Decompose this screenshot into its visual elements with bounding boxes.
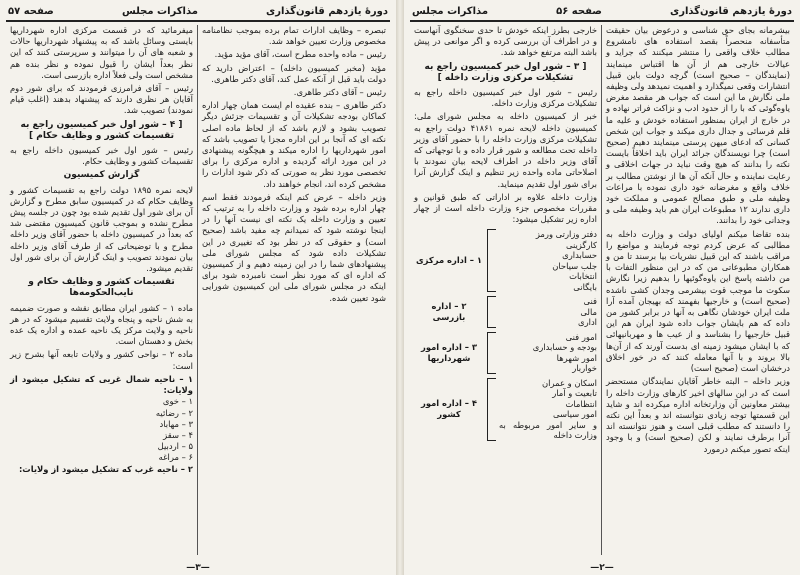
paragraph: خبر از کمیسیون داخله به مجلس شورای ملی: کمیسیون داخله لایحه نمره ۴۱۸۶۱ دولت راجع به تشکیلات مرکزی وزارت داخله را با حضور آقای وزیر داخله تحت مطالعه و شور قرار داده و با توجهاتی که آقای وزیر داخله در اطراف لایحه بیان نمودند با اصلاحاتی ماده واحده زیر تنظیم و اینک گزارش آنرا برای شور اول تقدیم مینماید. [414,111,597,189]
section-heading: [ ۴ – شور اول خبر کمیسیون راجع به تقسیمات کشور و وظایف حکام ] [20,119,183,141]
paragraph: خارجی بطرز اینکه خودش تا حدی سخنگوی آنهاست و در اطراف آن بررسی کرده و اگر موانعی در پیش باشد البته مرتفع خواهد شد. [414,25,597,58]
paragraph: وزارت داخله علاوه بر اداراتی که طبق قوانین و مقررات مخصوص جزء وزارت داخله است از چهار اداره زیر تشکیل میشود: [414,191,597,225]
subheading: تقسیمات کشور و وظایف حکام و نایب‌الحکومه‌ها [28,277,175,299]
brace [487,378,496,441]
org-item: مالی [580,306,597,317]
org-item: کارگزینی [565,239,597,250]
org-item: اداری [578,317,597,328]
paragraph: بنده تقاضا میکنم اولیای دولت و وزارت داخله به مطالبی که عرض کردم توجه فرمایند و مواضع را مراقب باشند که این قبیل نشریات بیا برسند تا من و همکاران مطبوعاتی من که در این منظور التفات با من داشته پاسخ این یاوه‌گوئیها را بدهیم زیرا نگارش سکوت ما موجب قوت بیشرمی وجدان کشی ناشده (صحیح است) و خارجیها بفهمند که بهیجان آمده آرا ملت ایران خودشان نگاهی به آنها در برابر کشور من داده که هم بایشان جواب داده شود ایران هم این قبیل خارجیها را بشناسد و از عیب ها و مهربانیهائی که با ایشان میشود زمینه ای بدست آورند که از آن‌ها بالا بروند و با آنها معامله کنند که در خور اخلاق درخشان است (صحیح است) [606,228,790,374]
org-item: بایگانی [573,281,597,292]
org-group [414,296,597,328]
page-header [410,4,794,22]
org-item: انتخابات [569,271,597,282]
paragraph: وزیر داخله – عرض کنم اینکه فرمودند فقط اسم چهار اداره برده شود و وزارت داخله را به ترتیب که تعیین و وزارت داخله یک نکته ای نیست آنها را در اینجا نوشته شود که نمیدانم چه مفید باشد (صحیح است) و حقوقی که در نظر بود که تغییری در این تشکیلات داده شود که مجلس شورای ملی پیشنهادهای شما را در این زمینه دهیم و از کمیسیون که اداره ای که مورد نظر است نامبرده شود برای اینکه در مجلس شورای ملی این کمیسیون شورایی شود تعیین شده. [202,191,386,303]
list-item: ۴ – سقز [163,429,193,440]
list-item: ۳ – مهاباد [159,418,193,429]
paragraph: رئیس – شور اول خبر کمیسیون داخله راجع به تقسیمات کشور و وظایف حکام. [10,145,193,167]
brace [487,332,496,374]
org-item: و سایر امور مربوطه به وزارت داخله [499,419,597,441]
header-title: مذاکرات مجلس [121,5,198,17]
org-item: فنی [583,296,597,307]
list-heading: ۲ – ناحیه غرب که تشکیل میشود از ولایات: [18,463,193,474]
paragraph: بیشرمانه بجای حق شناسی و درعوض بیان حقیقت متأسفانه منحصراً بقصد استفاده های نامشروع مطالب خلاف واقعی را منتشر میکنند که جراید و عیالات خارجی هم از آن ها اقتباس مینمایند (نمایندگان – صحیح است) گرچه دولت باین قبیل انتشارات وقعی نمیگذارد و اهمیت نمیدهد ولی وظیفه ملی نگارش ما این است که جواب هر مقصد مغرض یاوه‌گوئی که با را از حدود ادب و نزاکت فراتر نهاده و در خارج از ایران بمنظور استفاده خودش و علیه ما قلم فرسائی و جدال داری میکند و جواب این شخص کسانی که ادعای میهن پرستی مینمایند دهیم (صحیح است) چرا نویسندگان جرائد ایران باید اخلاقاً بایست نکته را بدانند که هیچ وقت نباید در جهات اخلاقی و رعایت نماینده و حال آنکه آن ها از نوشتن مطالب بر خلاف واقع و مغرضانه خود داری نموده با مراعات وظیفه ملی و طبق مصالح عمومی و مملکت خود داری ندارند ۱۲ مطبوعات ایران هم باید وظیفه ملی و وجدانی خود را بدانند. [606,25,790,226]
org-label: ۴ – اداره امور کشور [421,398,477,420]
header-session: دورهٔ یازدهم قانون‌گذاری [266,5,388,17]
org-item: خواربار [572,363,597,374]
org-item: امور شهرها [556,352,597,363]
list-item: ۲ – رضائیه [155,407,193,418]
page-57 [0,0,396,575]
paragraph: دکتر طاهری – بنده عقیده ام ایست همان چهار اداره کماکان بودجه تشکیلات آن و تقسیمات جزئش دیگر تصویب بشود و لازم باشد که از لحاظ ماده اصلی نکته ای که آنجا بر این اداره مجزا یا تصویب باشد که امور شهرداریها را اداره میکند و هیچگونه پیشنهادی در این مورد ارائه گردیده و اداره مرکزی را برای تخصصی مورد نظر به صورتی که ذکر شود ادارات را مشخص کرده اند، انجام خواهند داد. [202,100,386,189]
paragraph: رئیس – شور اول خبر کمیسیون داخله راجع به تشکیلات مرکزی وزارت داخله. [414,87,597,109]
column-right [198,25,390,555]
article: ماده ۱ – کشور ایران مطابق نقشه و صورت ضمیمه به شش ناحیه و پنجاه ولایت تقسیم میشود که در هر ناحیه و ولایت مرکز یک ناحیه عمده و اداره یک عده بخش و دهستان است. [10,302,194,347]
org-item: امور فنی [565,331,597,342]
org-label: ۱ – اداره مرکزی [415,255,482,266]
org-item: امور سیاسی [553,409,597,420]
brace [487,229,496,292]
org-item: تابعیت و آمار [552,388,597,399]
section-heading: [ ۳ – شور اول خبر کمیسیون راجع به تشکیلات مرکزی وزارت داخله ] [424,61,587,83]
org-label: ۲ – اداره بازرسی [431,301,467,323]
org-group [414,229,597,292]
org-group [414,378,597,441]
paragraph: رئیس – آقای فرامرزی فرمودند که برای شور دوم آقایان هر نظری دارند که پیشنهاد بدهند (اغلب قیام نمودند) تصویب شد. [10,83,193,116]
header-page-number: صفحه ۵۶ [556,5,602,17]
org-item: جلب سیاحان [552,260,597,271]
org-item: بودجه و حسابداری [532,342,597,353]
org-item: اسکان و عمران [542,377,597,388]
list-item: ۵ – اردبیل [157,441,193,452]
org-item: دفتر وزارتی ورمز [535,229,597,240]
header-page-number: صفحه ۵۷ [8,5,54,17]
subheading: گزارش کمیسیون [63,170,140,181]
org-item: انتظامات [565,398,597,409]
org-item: حسابداری [562,250,597,261]
list-heading: ۱ – ناحیه شمال غربی که تشکیل میشود از ولایات: [10,373,193,396]
brace [487,296,496,328]
org-chart [414,229,597,441]
paragraph: مؤید (مخبر کمیسیون داخله) – اعتراض دارید که دولت باید قبل از آنکه عمل کند، آقای دکتر طاهری. [202,62,386,84]
list-item: ۱ – خوی [162,396,193,407]
page-56 [404,0,800,575]
page-footer: —۳— [186,563,210,573]
paragraph: تبصره – وظایف ادارات تمام برده بموجب نظامنامه مخصوص وزارت تعیین خواهد شد. [202,25,386,47]
org-group [414,332,597,374]
page-header [6,4,390,22]
paragraph: رئیس – ماده واحده مطرح است، آقای مؤید مؤید. [214,49,386,60]
paragraph: وزیر داخله – البته خاطر آقایان نمایندگان مستحضر است که در این سالهای اخیر کارهای وزارت داخله را بیشتر معاونین آن وزارتخانه اداره میکرده اند و شاید این قسمتها توجه زیادی نتوانسته اند و بعداً این نکته را دانستند که مطلب قبلی است و هنوز نتوانسته اند آنرا برطرف نمایند و لکن (صحیح است) و با وجود اینکه تصور میکنم درمورد [606,376,790,454]
book-gutter [396,0,404,575]
header-session: دورهٔ یازدهم قانون‌گذاری [670,5,792,17]
page-footer: —۲— [590,563,614,573]
column-left [410,25,602,555]
column-left [6,25,198,555]
header-title: مذاکرات مجلس [412,5,489,17]
list-item: ۶ – مراغه [158,452,193,463]
column-right [602,25,794,555]
paragraph: لایحه نمره ۱۸۹۵ دولت راجع به تقسیمات کشور و وظایف حکام که در کمیسیون سابق مطرح و گزارش آن برای شور اول تقدیم شده بود چون در جلسه پیش مطرح نشده و بموجب قانون کمیسیون مقتضی شد که بعداً در کمیسیون داخله با حضور آقای وزیر داخله مطرح و با توضیحاتی که از طرف آقای وزیر داخله بیان نمودند تصویب و اینک گزارش آن برای شور اول تقدیم میشود. [10,184,193,274]
org-label: ۳ – اداره امور شهرداریها [421,341,477,363]
article: ماده ۲ – نواحی کشور و ولایات تابعه آنها بشرح زیر است: [10,349,193,371]
paragraph: رئیس – آقای دکتر طاهری. [293,87,386,98]
paragraph: میفرمائید که در قسمت مرکزی اداره شهرداریها بایستی وسائل باشد که به پیشنهاد شهرداریها حالات و شعبه های آن را میتوانند و سرپرستی کنند که این نظر بعداً ایشان را قبول نموده و نظر بنده هم مشخص است ولی فعلاً اداره بازرسی است. [10,25,193,80]
